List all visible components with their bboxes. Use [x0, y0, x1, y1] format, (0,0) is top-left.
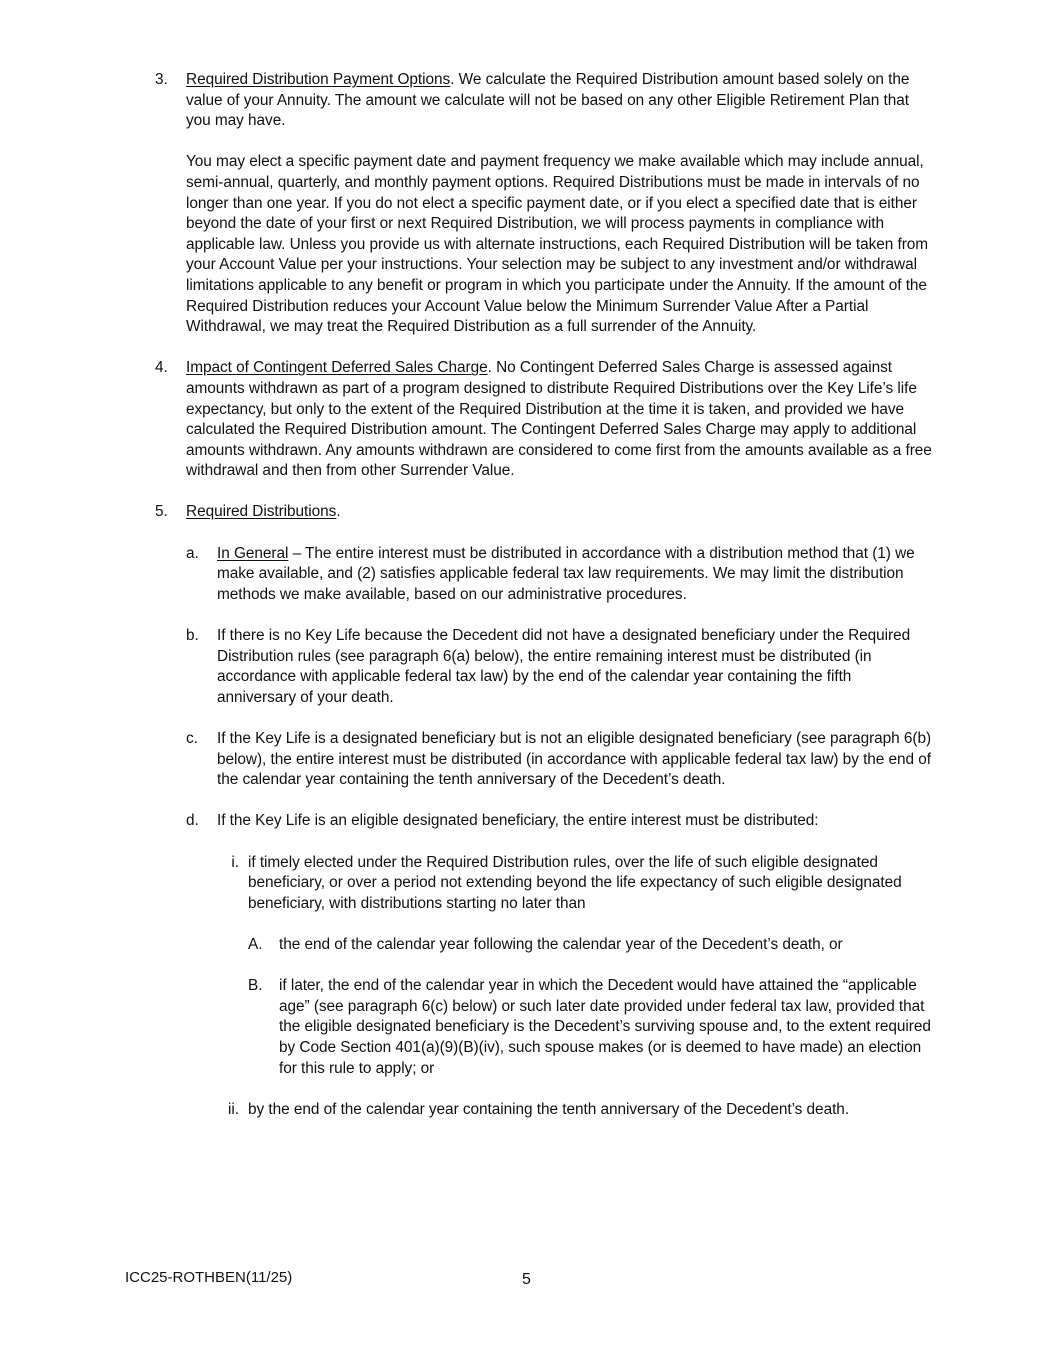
- clause-label: ii.: [228, 1100, 239, 1118]
- subsection-label: a.: [186, 544, 199, 562]
- section-5: 5. Required Distributions.: [155, 502, 933, 523]
- section-4-paragraph: Impact of Contingent Deferred Sales Charge. No Contingent Deferred Sales Charge is assessed against amounts withdrawn as part of a program designed to distribute Required Distributions over the Key Life’s life expectancy, but only to the extent of the Required Distribution at the time it is taken, and provided we have calculated the Required Distribution amount. The Contingent Deferred Sales Charge may apply to additional amounts withdrawn. Any amounts withdrawn are considered to come first from the amounts available as a free withdrawal and then from other Surrender Value.: [186, 359, 932, 480]
- clause-label: A.: [248, 935, 263, 953]
- form-code: ICC25-ROTHBEN(11/25): [125, 1269, 293, 1286]
- section-3-heading: Required Distribution Payment Options: [186, 71, 451, 88]
- clause-ii: [217, 1100, 933, 1121]
- section-5-heading: Required Distributions: [186, 503, 337, 521]
- subsection-label: d.: [186, 812, 199, 830]
- clause-i: [217, 853, 933, 915]
- clause-label: B.: [248, 977, 263, 995]
- subsection-label: c.: [186, 730, 198, 747]
- clause-B-text: if later, the end of the calendar year in which the Decedent would have attained the “applicable age” (see paragraph 6(c) below) or such later date provided under federal tax law, provided that the eligible designated beneficiary is the Decedent’s surviving spouse and, to the extent required by Code Section 401(a)(9)(B)(iv), such spouse makes (or is deemed to have made) an election for this rule to apply; or: [279, 977, 931, 1077]
- section-3-paragraph-1: Required Distribution Payment Options. We calculate the Required Distribution amount based solely on the value of your Annuity. The amount we calculate will not be based on any other Eligible Retirement Plan that you may have.: [186, 71, 910, 130]
- section-3-paragraph-2: You may elect a specific payment date and payment frequency we make available which may include annual, semi-annual, quarterly, and monthly payment options. Required Distributions must be made in intervals of no longer than one year. If you do not elect a specific payment date, or if you elect a specified date that is either beyond the date of your first or next Required Distribution, we will process payments in compliance with applicable law. Unless you provide us with alternate instructions, each Required Distribution will be taken from your Account Value per your instructions. Your selection may be subject to any investment and/or withdrawal limitations applicable to any benefit or program in which you participate under the Annuity. If the amount of the Required Distribution reduces your Account Value below the Minimum Surrender Value After a Partial Withdrawal, we may treat the Required Distribution as a full surrender of the Annuity.: [186, 153, 929, 336]
- section-3: [155, 70, 933, 338]
- section-number: 4.: [155, 359, 168, 377]
- clause-label: i.: [231, 853, 239, 871]
- clause-A: [248, 935, 933, 956]
- section-number: 5.: [155, 503, 168, 521]
- section-4-heading: Impact of Contingent Deferred Sales Charge: [186, 359, 488, 377]
- subsection-b: [186, 626, 933, 708]
- clause-A-text: the end of the calendar year following the calendar year of the Decedent’s death, or: [279, 935, 843, 953]
- clause-B: [248, 976, 933, 1079]
- clause-ii-text: by the end of the calendar year containing the tenth anniversary of the Decedent’s death.: [248, 1100, 850, 1118]
- subsection-label: b.: [186, 627, 199, 645]
- subsection-c: [186, 729, 933, 791]
- section-number: 3.: [155, 71, 168, 88]
- subsection-a: a. In General – The entire interest must be distributed in accordance with a distribution method that (1) we make available, and (2) satisfies applicable federal tax law requirements. We may limit the distribution methods we make available, based on our administrative procedures.: [186, 544, 915, 603]
- subsection-b-text: If there is no Key Life because the Decedent did not have a designated beneficiary under the Required Distribution rules (see paragraph 6(a) below), the entire remaining interest must be distributed (in accordance with applicable federal tax law) by the end of the calendar year containing the fifth anniversary of your death.: [217, 627, 911, 706]
- page-number: 5: [522, 1271, 531, 1288]
- subsection-d-text: If the Key Life is an eligible designated beneficiary, the entire interest must be distributed:: [217, 812, 819, 830]
- section-4: [155, 358, 933, 482]
- clause-i-text: if timely elected under the Required Distribution rules, over the life of such eligible designated beneficiary, or over a period not extending beyond the life expectancy of such eligible designated beneficiary, with distributions starting no later than: [248, 853, 902, 912]
- subsection-d: [186, 811, 933, 832]
- document-body: [155, 70, 933, 1120]
- subsection-c-text: If the Key Life is a designated beneficiary but is not an eligible designated beneficiary (see paragraph 6(b) below), the entire interest must be distributed (in accordance with applicable federal tax law) by the end of the calendar year containing the tenth anniversary of the Decedent’s death.: [217, 730, 932, 789]
- subsection-a-title: In General: [217, 544, 289, 562]
